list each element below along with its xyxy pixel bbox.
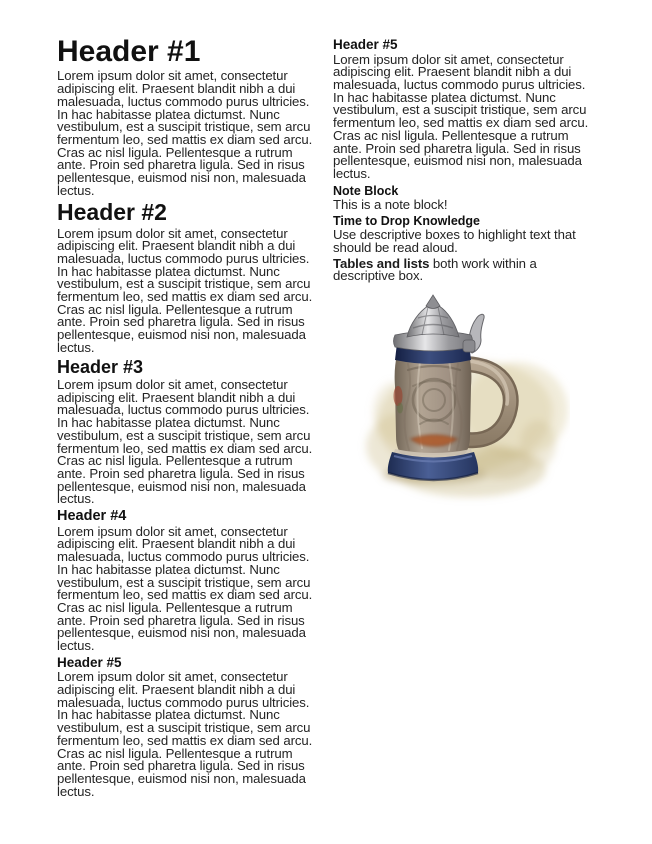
lid-cone	[407, 306, 459, 337]
beer-stein-svg	[350, 294, 570, 506]
descriptive-box-text	[333, 255, 593, 284]
lid-hinge	[463, 340, 475, 352]
header-4: Header #4	[57, 508, 127, 525]
header-5-right: Header #5	[333, 37, 398, 52]
descriptive-rest: both work within a descriptive box.	[333, 255, 537, 284]
green-accent	[397, 403, 403, 414]
descriptive-bold-lead: Tables and lists	[333, 255, 430, 271]
paragraph-6: Lorem ipsum dolor sit amet, consectetur adipiscing elit. Praesent blandit nibh a dui malesuada, luctus commodo purus ultricies. In hac habitasse platea dictumst. Nunc vestibulum, est a suscipit tristique, sem arcu fermentum leo, sed mattis ex diam sed arcu. Cras ac nisl ligula. Pellentesque a rutrum ante. Proin sed pharetra ligula. Sed in risus pellentesque, euismod nisi non, malesuada lectus.	[333, 51, 589, 181]
knowledge-heading: Time to Drop Knowledge	[333, 214, 480, 229]
note-block-heading: Note Block	[333, 183, 399, 198]
paragraph-3: Lorem ipsum dolor sit amet, consectetur adipiscing elit. Praesent blandit nibh a dui malesuada, luctus commodo purus ultricies. In hac habitasse platea dictumst. Nunc vestibulum, est a suscipit tristique, sem arcu fermentum leo, sed mattis ex diam sed arcu. Cras ac nisl ligula. Pellentesque a rutrum ante. Proin sed pharetra ligula. Sed in risus pellentesque, euismod nisi non, malesuada lectus.	[57, 377, 313, 507]
header-1: Header #1	[57, 35, 201, 68]
left-column	[57, 0, 317, 801]
header-2: Header #2	[57, 199, 167, 226]
header-3: Header #3	[57, 356, 144, 377]
paragraph-5: Lorem ipsum dolor sit amet, consectetur adipiscing elit. Praesent blandit nibh a dui malesuada, luctus commodo purus ultricies. In hac habitasse platea dictumst. Nunc vestibulum, est a suscipit tristique, sem arcu fermentum leo, sed mattis ex diam sed arcu. Cras ac nisl ligula. Pellentesque a rutrum ante. Proin sed pharetra ligula. Sed in risus pellentesque, euismod nisi non, malesuada lectus.	[57, 669, 313, 799]
right-column	[333, 0, 593, 506]
paragraph-1: Lorem ipsum dolor sit amet, consectetur adipiscing elit. Praesent blandit nibh a dui malesuada, luctus commodo purus ultricies. In hac habitasse platea dictumst. Nunc vestibulum, est a suscipit tristique, sem arcu fermentum leo, sed mattis ex diam sed arcu. Cras ac nisl ligula. Pellentesque a rutrum ante. Proin sed pharetra ligula. Sed in risus pellentesque, euismod nisi non, malesuada lectus.	[57, 68, 313, 198]
header-5-left: Header #5	[57, 654, 122, 670]
lid-finial	[426, 295, 440, 309]
knowledge-text: Use descriptive boxes to highlight text that should be read aloud.	[333, 227, 576, 256]
paragraph-4: Lorem ipsum dolor sit amet, consectetur adipiscing elit. Praesent blandit nibh a dui malesuada, luctus commodo purus ultricies. In hac habitasse platea dictumst. Nunc vestibulum, est a suscipit tristique, sem arcu fermentum leo, sed mattis ex diam sed arcu. Cras ac nisl ligula. Pellentesque a rutrum ante. Proin sed pharetra ligula. Sed in risus pellentesque, euismod nisi non, malesuada lectus.	[57, 523, 313, 654]
note-block-text: This is a note block!	[333, 196, 448, 212]
paragraph-2: Lorem ipsum dolor sit amet, consectetur adipiscing elit. Praesent blandit nibh a dui malesuada, luctus commodo purus ultricies. In hac habitasse platea dictumst. Nunc vestibulum, est a suscipit tristique, sem arcu fermentum leo, sed mattis ex diam sed arcu. Cras ac nisl ligula. Pellentesque a rutrum ante. Proin sed pharetra ligula. Sed in risus pellentesque, euismod nisi non, malesuada lectus.	[57, 225, 313, 355]
beer-stein-illustration	[350, 294, 570, 506]
